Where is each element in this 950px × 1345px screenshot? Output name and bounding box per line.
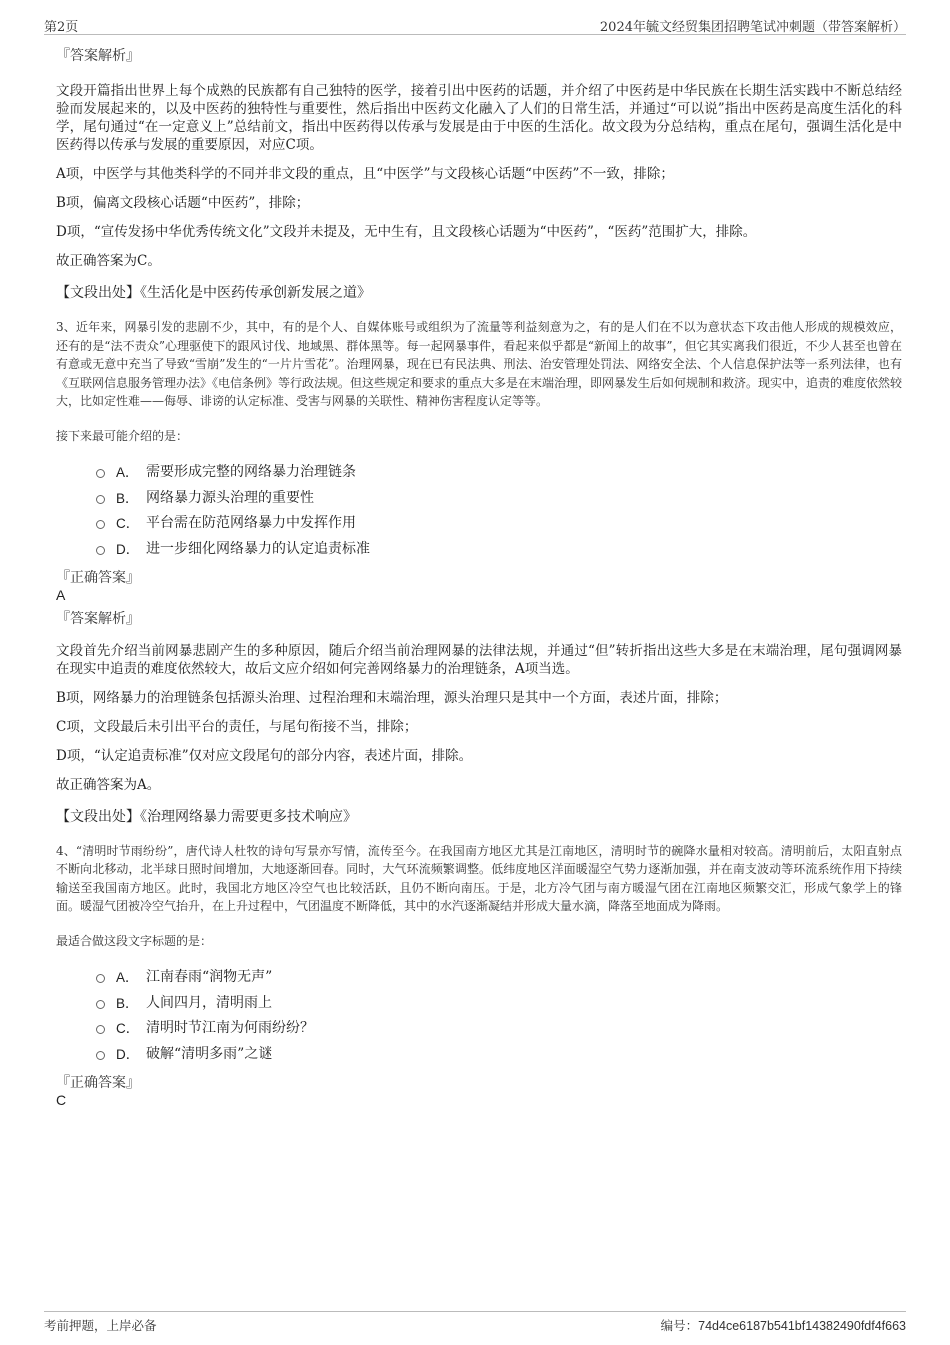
q3-analysis-paragraph: C项，文段最后未引出平台的责任，与尾句衔接不当，排除； xyxy=(56,718,418,735)
q3-question-text: 3、近年来，网暴引发的悲剧不少，其中，有的是个人、自媒体账号或组织为了流量等利益刻意为之，有的是人们在不以为意状态下攻击他人形成的规模效应，还有的是“法不责众”心理驱使下的跟风讨伐、地域黑、群体黑等。每一起网暴事件，看起来似乎都是“新闻上的故事”，但它其实离我们很近，不少人甚至也曾在有意或无意中充当了导致“雪崩”发生的“一片片雪花”。治理网暴，现在已有民法典、刑法、治安管理处罚法、网络安全法、个人信息保护法等一系列法律，也有《互联网信息服务管理办法》《电信条例》等行政法规。但这些规定和要求的重点大多是在末端治理，即网暴发生后如何规制和救济。现实中，追责的难度依然较大，比如定性难——侮辱、诽谤的认定标准、受害与网暴的关联性、精神伤害程度认定等等。 xyxy=(56,320,903,408)
page-footer xyxy=(44,1311,906,1336)
q4-answer-label: 『正确答案』 xyxy=(56,1074,140,1091)
option-text: 清明时节江南为何雨纷纷？ xyxy=(146,1020,314,1037)
option-letter: D． xyxy=(116,1046,140,1062)
q4-prompt: 最适合做这段文字标题的是： xyxy=(56,933,213,948)
option-letter: A． xyxy=(116,970,139,986)
document-title: 2024年毓文经贸集团招聘笔试冲刺题（带答案解析） xyxy=(599,20,906,35)
option-text: 江南春雨“润物无声” xyxy=(146,969,273,986)
q4-answer: C xyxy=(56,1091,67,1108)
radio-icon[interactable] xyxy=(96,469,105,478)
page-content xyxy=(56,46,902,1109)
q2-source: 【文段出处】《生活化是中医药传承创新发展之道》 xyxy=(56,285,371,301)
q3-option-b[interactable] xyxy=(96,484,902,510)
q2-analysis-paragraph: D项，“宣传发扬中华优秀传统文化”文段并未提及，无中生有，且文段核心话题为“中医药”，“医药”范围扩大，排除。 xyxy=(56,224,757,240)
page-header xyxy=(44,14,906,35)
q3-analysis-paragraph: B项，网络暴力的治理链条包括源头治理、过程治理和末端治理，源头治理只是其中一个方面，表述片面，排除； xyxy=(56,689,728,706)
radio-icon[interactable] xyxy=(96,495,105,504)
q2-analysis-label: 『答案解析』 xyxy=(56,48,140,64)
option-text: 需要形成完整的网络暴力治理链条 xyxy=(146,464,356,481)
radio-icon[interactable] xyxy=(96,1000,105,1009)
option-letter: D． xyxy=(116,541,140,557)
q3-prompt: 接下来最可能介绍的是： xyxy=(56,428,189,443)
radio-icon[interactable] xyxy=(96,974,105,983)
option-letter: B． xyxy=(116,995,139,1011)
q3-options xyxy=(96,459,902,561)
q2-analysis-paragraph: A项，中医学与其他类科学的不同并非文段的重点，且“中医学”与文段核心话题“中医药”不一致，排除； xyxy=(56,166,674,182)
radio-icon[interactable] xyxy=(96,520,105,529)
q3-option-d[interactable] xyxy=(96,535,902,561)
q4-option-c[interactable] xyxy=(96,1015,902,1041)
option-letter: C． xyxy=(116,1021,140,1037)
q2-analysis-paragraph: 文段开篇指出世界上每个成熟的民族都有自己独特的医学，接着引出中医药的话题，并介绍了中医药是中华民族在长期生活实践中不断总结经验而发展起来的，以及中医药的独特性与重要性，然后指出中医药文化融入了人们的日常生活，并通过“可以说”指出中医药是高度生活化的科学，尾句通过“在一定意义上”总结前文，指出中医药得以传承与发展是由于中医的生活化。故文段为分总结构，重点在尾句，强调生活化是中医药得以传承与发展的重要原因，对应C项。 xyxy=(56,83,902,153)
q4-option-a[interactable] xyxy=(96,964,902,990)
q4-option-b[interactable] xyxy=(96,989,902,1015)
radio-icon[interactable] xyxy=(96,546,105,555)
q4-question-text: 4、“清明时节雨纷纷”，唐代诗人杜牧的诗句写景亦写情，流传至今。在我国南方地区尤其是江南地区，清明时节的碗降水量相对较高。清明前后，太阳直射点不断向北移动，北半球日照时间增加，大地逐渐回春。同时，大气环流频繁调整。低纬度地区洋面暖湿空气势力逐渐加强，并在南支波动等环流系统作用下持续输送至我国南方地区。此时，我国北方地区冷空气也比较活跃，且仍不断向南压。于是，北方冷气团与南方暖湿气团在江南地区频繁交汇，形成气象学上的锋面。暖湿气团被冷空气抬升，在上升过程中，气团温度不断降低，其中的水汽逐渐凝结并形成大量水滴，降落至地面成为降雨。 xyxy=(56,843,902,913)
q3-option-c[interactable] xyxy=(96,510,902,536)
option-letter: A． xyxy=(116,465,139,481)
document-serial: 编号：74d4ce6187b541bf14382490fdf4f663 xyxy=(660,1319,906,1333)
q3-option-a[interactable] xyxy=(96,459,902,485)
q3-source: 【文段出处】《治理网络暴力需要更多技术响应》 xyxy=(56,808,357,825)
q3-analysis-paragraph: D项，“认定追责标准”仅对应文段尾句的部分内容，表述片面，排除。 xyxy=(56,747,473,764)
option-letter: B． xyxy=(116,490,139,506)
q3-answer-label: 『正确答案』 xyxy=(56,569,140,586)
footer-slogan: 考前押题，上岸必备 xyxy=(44,1318,157,1333)
q2-analysis-paragraph: B项，偏离文段核心话题“中医药”，排除； xyxy=(56,195,310,211)
q4-option-d[interactable] xyxy=(96,1040,902,1066)
option-text: 平台需在防范网络暴力中发挥作用 xyxy=(146,515,356,532)
q3-analysis-label: 『答案解析』 xyxy=(56,610,140,627)
page-number: 第2页 xyxy=(44,20,79,35)
option-text: 破解“清明多雨”之谜 xyxy=(146,1045,273,1062)
radio-icon[interactable] xyxy=(96,1051,105,1060)
q3-analysis-paragraph: 文段首先介绍当前网暴悲剧产生的多种原因，随后介绍当前治理网暴的法律法规，并通过“但”转折指出这些大多是在末端治理，尾句强调网暴在现实中追责的难度依然较大，故后文应介绍如何完善网络暴力的治理链条，A项当选。 xyxy=(56,642,902,677)
option-text: 进一步细化网络暴力的认定追责标准 xyxy=(146,540,370,557)
option-text: 人间四月，清明雨上 xyxy=(146,994,272,1011)
q3-answer: A xyxy=(56,586,66,603)
option-text: 网络暴力源头治理的重要性 xyxy=(146,489,314,506)
q2-analysis-paragraph: 故正确答案为C。 xyxy=(56,253,161,269)
radio-icon[interactable] xyxy=(96,1025,105,1034)
option-letter: C． xyxy=(116,516,140,532)
q3-analysis-paragraph: 故正确答案为A。 xyxy=(56,776,161,793)
q4-options xyxy=(96,964,902,1066)
